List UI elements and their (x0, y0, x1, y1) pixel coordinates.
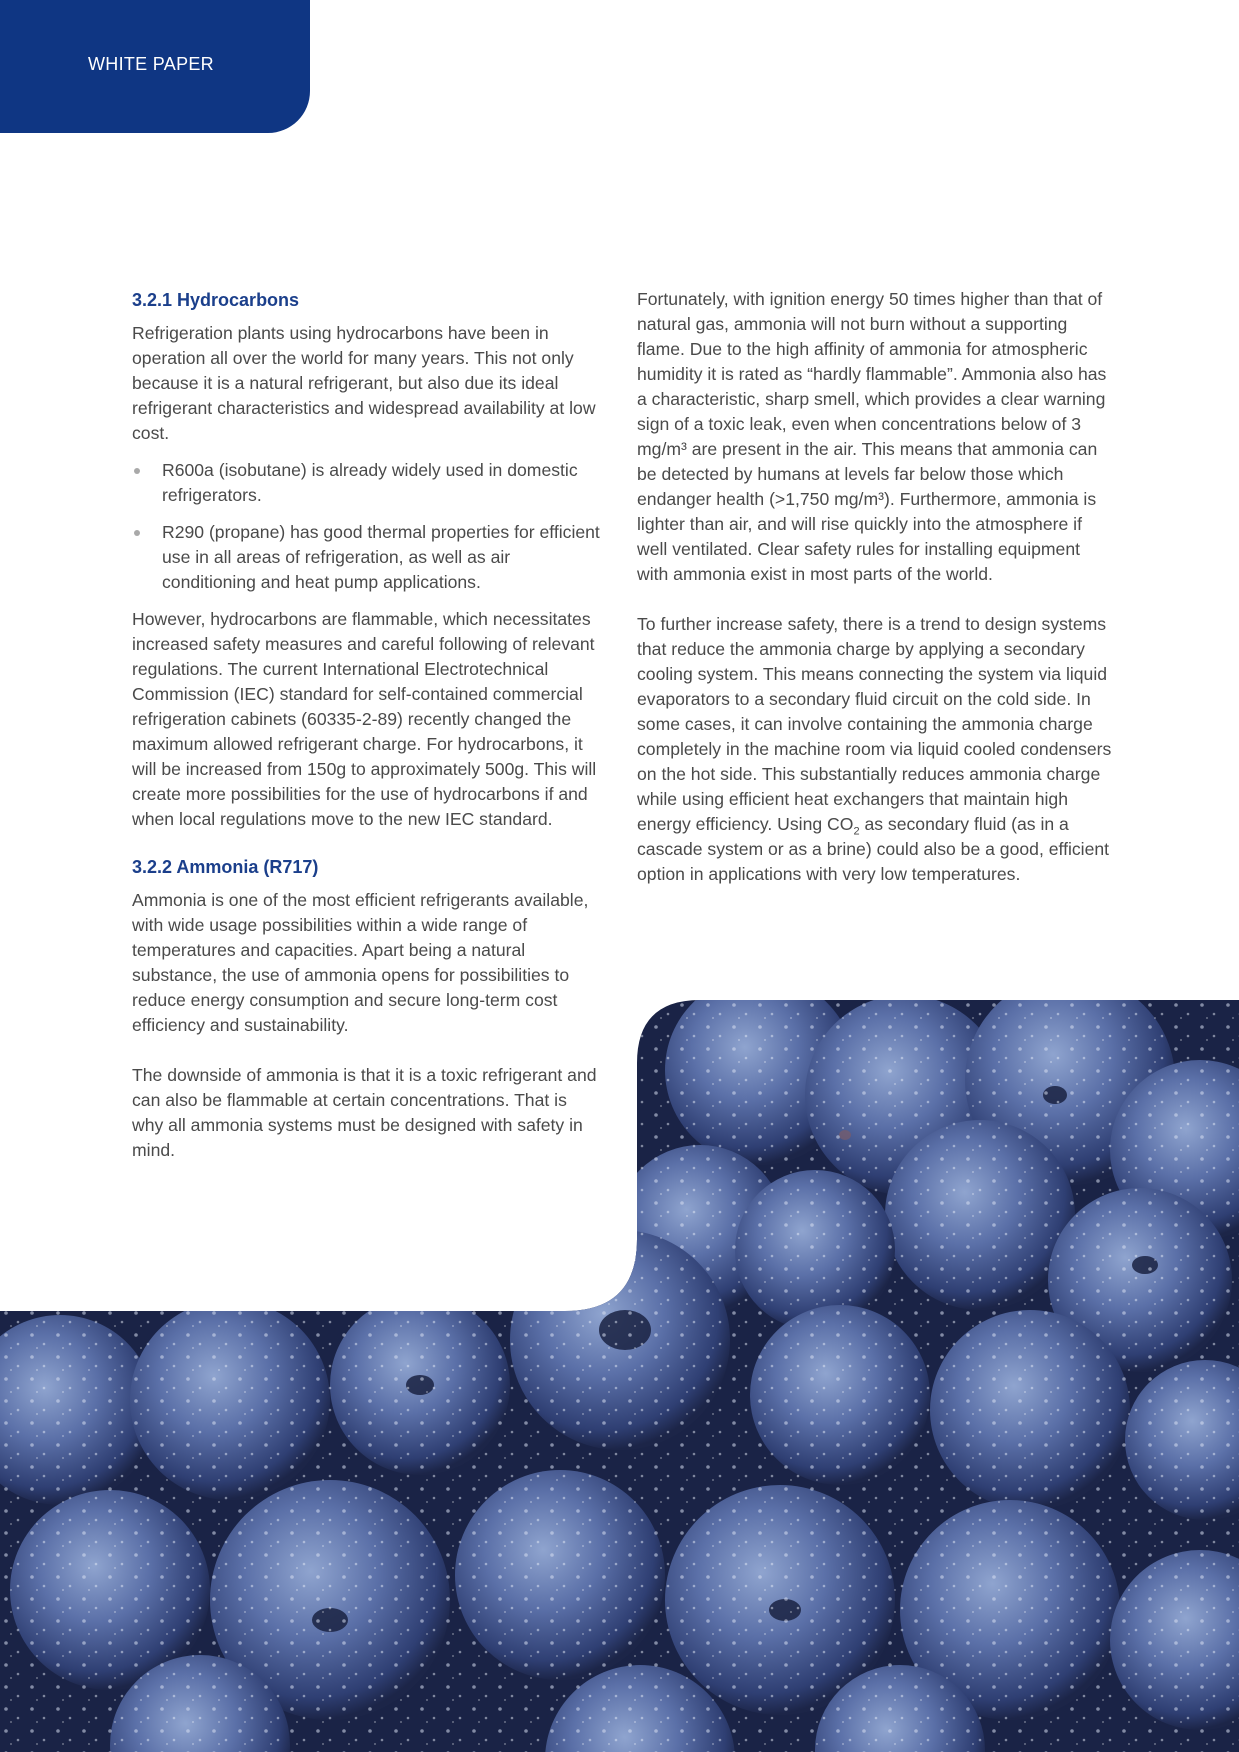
ammonia-intro-paragraph: Ammonia is one of the most efficient refrigerants available, with wide usage possibilities within a wide range of temperatures and capacities. Apart being a natural substance, the use of ammonia opens for possibilities to reduce energy consumption and secure long-term cost efficiency and sustainability. (132, 890, 589, 1035)
ammonia-downside-paragraph: The downside of ammonia is that it is a toxic refrigerant and can also be flammable at certain concentrations. That is why all ammonia systems must be designed with safety in mind. (132, 1065, 597, 1160)
document-type-label: WHITE PAPER (88, 54, 214, 74)
header-tab (0, 0, 310, 133)
charge-reduction-text-end: as secondary fluid (as in a cascade system or as a brine) could also be a good, efficient option in applications with very low temperatures. (637, 814, 1110, 884)
right-column (637, 287, 1115, 899)
bullet-text: R290 (propane) has good thermal properties for efficient use in all areas of refrigeration, as well as air conditioning and heat pump applications. (162, 522, 600, 592)
section-heading-hydrocarbons: 3.2.1 Hydrocarbons (132, 290, 300, 310)
bullet-dot-icon (134, 468, 140, 474)
left-column (132, 287, 602, 1175)
charge-reduction-text-start: To further increase safety, there is a trend to design systems that reduce the ammonia charge by applying a secondary cooling system. This means connecting the system via liquid evaporators to a secondary fluid circuit on the cold side. In some cases, it can involve containing the ammonia charge completely in the machine room via liquid cooled condensers on the hot side. This substantially reduces ammonia charge while using efficient heat exchangers that maintain high energy efficiency. Using CO (637, 614, 1112, 834)
bullet-dot-icon (134, 530, 140, 536)
co2-subscript: 2 (853, 825, 860, 838)
section-heading-ammonia: 3.2.2 Ammonia (R717) (132, 857, 319, 877)
ammonia-safety-paragraph: Fortunately, with ignition energy 50 times higher than that of natural gas, ammonia will not burn without a supporting flame. Due to the high affinity of ammonia for atmospheric humidity it is rated as “hardly flammable”. Ammonia also has a characteristic, sharp smell, which provides a clear warning sign of a toxic leak, even when concentrations below of 3 mg/m³ are present in the air. This means that ammonia can be detected by humans at levels far below those which endanger health (>1,750 mg/​m³). Furthermore, ammonia is lighter than air, and will rise quickly into the atmosphere if well ventilated. Clear safety rules for installing equipment with ammonia exist in most parts of the world. (637, 289, 1107, 584)
hydrocarbons-intro-paragraph: Refrigeration plants using hydrocarbons have been in operation all over the world for many years. This not only because it is a natural refrigerant, but also due its ideal refrigerant characteristics and widespread availability at low cost. (132, 323, 596, 443)
charge-reduction-paragraph (637, 612, 1115, 887)
flammability-paragraph: However, hydrocarbons are flammable, which necessitates increased safety measures and careful following of relevant regulations. The current International Electrotechnical Commission (IEC) standard for self-contained commercial refrigeration cabinets (60335-2-89) recently changed the maximum allowed refrigerant charge. For hydrocarbons, it will be increased from 150g to approximately 500g. This will create more possibilities for the use of hydrocarbons if and when local regulations move to the new IEC standard. (132, 609, 597, 829)
bullet-text: R600a (isobutane) is already widely used in domestic refrigerators. (162, 460, 578, 505)
bullet-item-r600a (132, 458, 602, 508)
refrigerant-bullet-list (132, 458, 602, 595)
bullet-item-r290 (132, 520, 602, 595)
